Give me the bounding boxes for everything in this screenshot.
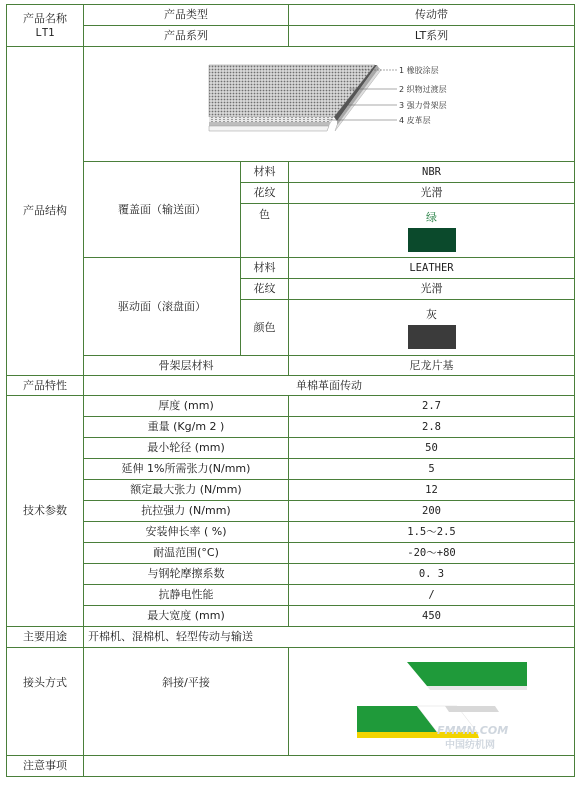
param-name: 安装伸长率 ( %) [84,522,289,543]
param-name: 最大宽度 (mm) [84,606,289,627]
cover-pattern-label: 花纹 [241,183,289,204]
param-value: / [289,585,575,606]
joint-diagram-cell [289,648,575,756]
notes-value [84,756,575,777]
cover-color-value: 绿 [426,210,437,224]
belt-joint-diagram [327,652,537,752]
belt-upper-edge [427,686,527,690]
green-color-swatch [408,228,456,252]
drive-material-value: LEATHER [289,258,575,279]
param-name: 延伸 1%所需张力(N/mm) [84,459,289,480]
product-feature-label: 产品特性 [7,376,84,396]
drive-material-label: 材料 [241,258,289,279]
product-type-label: 产品类型 [84,5,289,26]
drive-color-cell [289,300,575,356]
product-name-cell [7,5,84,47]
layer-label: 4 皮革层 [399,116,431,125]
main-usage-value: 开棉机、混棉机、轻型传动与输送 [84,627,575,648]
product-series-label: 产品系列 [84,26,289,47]
layer-label: 3 强力骨架层 [399,101,447,110]
structure-diagram-cell [84,47,575,162]
param-value: 200 [289,501,575,522]
param-value: 2.8 [289,417,575,438]
param-value: 50 [289,438,575,459]
param-value: 0. 3 [289,564,575,585]
cover-pattern-value: 光滑 [289,183,575,204]
joint-method-value: 斜接/平接 [84,648,289,756]
drive-color-value: 灰 [426,307,437,321]
product-series-value: LT系列 [289,26,575,47]
notes-label: 注意事项 [7,756,84,777]
param-value: 1.5～2.5 [289,522,575,543]
param-name: 额定最大张力 (N/mm) [84,480,289,501]
cover-color-label: 色 [241,204,289,258]
product-name-label: 产品名称 [23,11,67,25]
param-name: 抗拉强力 (N/mm) [84,501,289,522]
param-value: 5 [289,459,575,480]
skeleton-material-value: 尼龙片基 [289,356,575,376]
product-structure-label: 产品结构 [7,47,84,376]
product-name-value: LT1 [35,26,55,39]
watermark-text: FMMN.COM [436,723,508,737]
main-usage-label: 主要用途 [7,627,84,648]
param-value: 12 [289,480,575,501]
drive-color-label: 颜色 [241,300,289,356]
param-name: 与钢轮摩擦系数 [84,564,289,585]
skeleton-material-label: 骨架层材料 [84,356,289,376]
layer-label: 1 橡胶涂层 [399,66,439,75]
param-name: 厚度 (mm) [84,396,289,417]
product-feature-value: 单棉革面传动 [84,376,575,396]
drive-surface-label: 驱动面（滚盘面） [84,258,241,356]
watermark-text: 中国纺机网 [444,739,495,751]
cover-material-value: NBR [289,162,575,183]
param-value: 2.7 [289,396,575,417]
tech-params-label: 技术参数 [7,396,84,627]
param-value: -20～+80 [289,543,575,564]
spec-table [6,4,575,777]
belt-layer-diagram [199,59,459,149]
param-name: 重量 (Kg/m 2 ) [84,417,289,438]
drive-pattern-value: 光滑 [289,279,575,300]
belt-gray-layer [445,706,499,712]
belt-upper-piece [407,662,527,686]
cover-surface-label: 覆盖面（输送面） [84,162,241,258]
product-type-value: 传动带 [289,5,575,26]
joint-method-label: 接头方式 [7,648,84,756]
gray-color-swatch [408,325,456,349]
cover-material-label: 材料 [241,162,289,183]
layer-label: 2 织物过渡层 [399,85,447,94]
param-name: 抗静电性能 [84,585,289,606]
param-name: 耐温范围(°C) [84,543,289,564]
param-value: 450 [289,606,575,627]
param-name: 最小轮径 (mm) [84,438,289,459]
drive-pattern-label: 花纹 [241,279,289,300]
cover-color-cell [289,204,575,258]
